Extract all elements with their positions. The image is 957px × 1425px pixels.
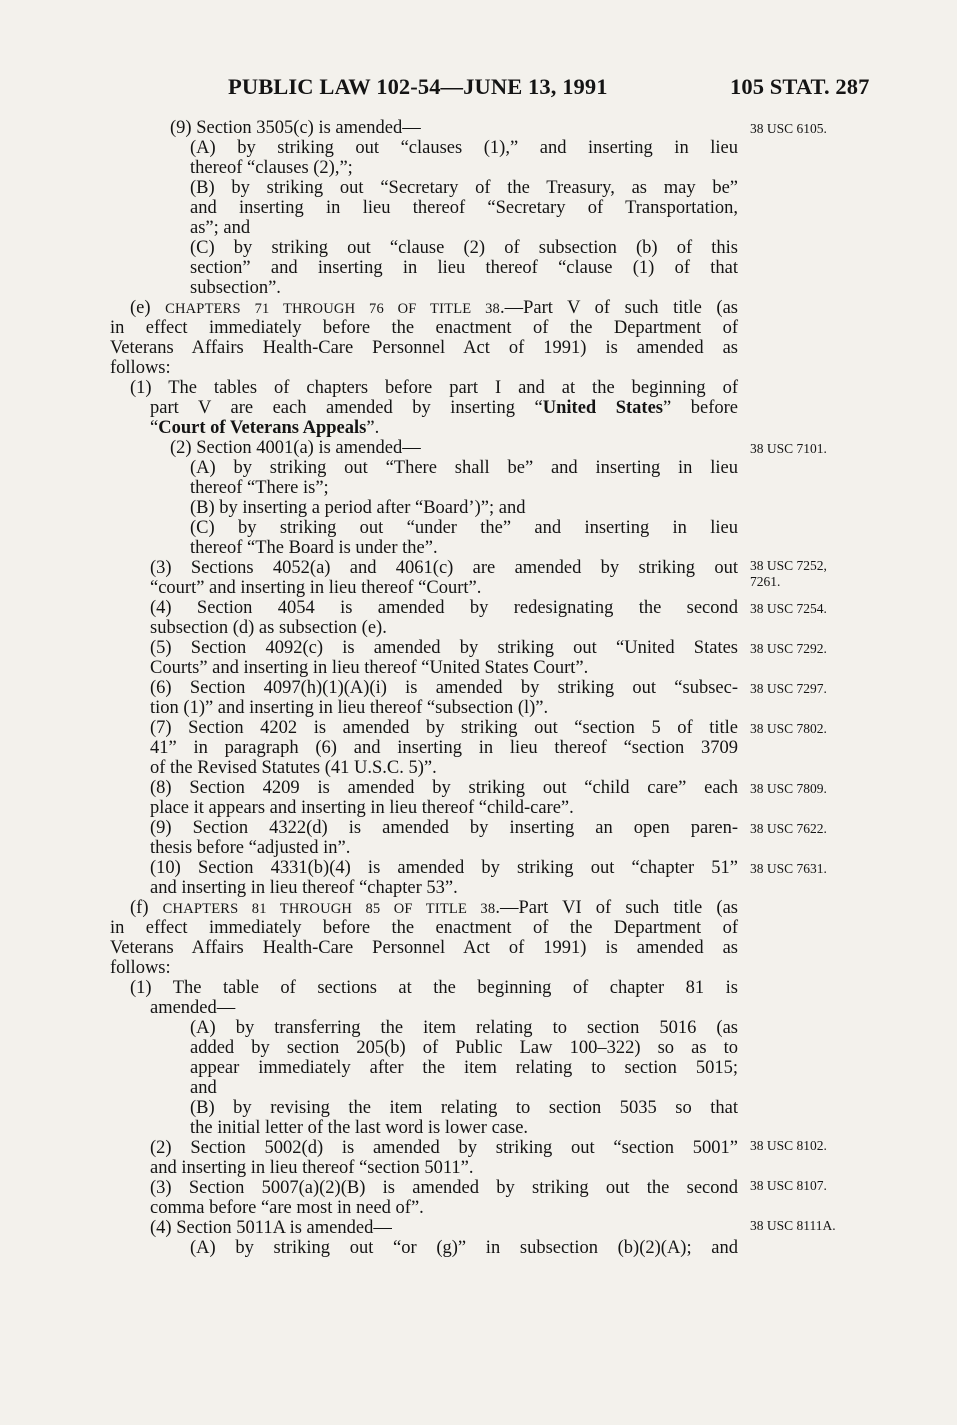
- running-head-left: PUBLIC LAW 102-54—JUNE 13, 1991: [228, 74, 608, 99]
- text-line: (1) The tables of chapters before part I and at the beginning of: [130, 378, 738, 398]
- text-run: .—Part VI of such title (as: [495, 898, 738, 918]
- margin-citation: 38 USC 7631.: [750, 861, 827, 876]
- text-line: (C) by striking out “clause (2) of subsection (b) of this: [190, 238, 738, 258]
- text-line: (B) by revising the item relating to section 5035 so that: [190, 1098, 738, 1118]
- text-line: and: [190, 1078, 217, 1098]
- text-line: amended—: [150, 998, 236, 1018]
- margin-citation: 38 USC 8111A.: [750, 1218, 836, 1233]
- text-line: thesis before “adjusted in”.: [150, 838, 351, 858]
- text-run: (f): [130, 898, 163, 918]
- text-line: [130, 898, 738, 918]
- text-line: subsection (d) as subsection (e).: [150, 618, 387, 638]
- text-run: ”.: [366, 418, 380, 438]
- margin-citation: 38 USC 7802.: [750, 721, 827, 736]
- text-line: (3) Section 5007(a)(2)(B) is amended by striking out the second: [150, 1178, 738, 1198]
- text-line: 41” in paragraph (6) and inserting in lieu thereof “section 3709: [150, 738, 738, 758]
- text-line: section” and inserting in lieu thereof “clause (1) of that: [190, 258, 738, 278]
- text-line: in effect immediately before the enactment of the Department of: [110, 918, 738, 938]
- text-line: of the Revised Statutes (41 U.S.C. 5)”.: [150, 758, 437, 778]
- margin-citation: 38 USC 7292.: [750, 641, 827, 656]
- margin-citation: 38 USC 7809.: [750, 781, 827, 796]
- text-line: (2) Section 4001(a) is amended—: [170, 438, 421, 458]
- text-line: “court” and inserting in lieu thereof “Court”.: [150, 578, 482, 598]
- text-line: and inserting in lieu thereof “chapter 53”.: [150, 878, 458, 898]
- text-line: (3) Sections 4052(a) and 4061(c) are amended by striking out: [150, 558, 738, 578]
- text-line: (A) by striking out “There shall be” and inserting in lieu: [190, 458, 738, 478]
- text-line: [150, 398, 738, 418]
- margin-citation: 38 USC 7252, 7261.: [750, 558, 827, 589]
- margin-citation: 38 USC 8102.: [750, 1138, 827, 1153]
- text-line: thereof “The Board is under the”.: [190, 538, 438, 558]
- text-line: follows:: [110, 958, 171, 978]
- margin-citation: 38 USC 7297.: [750, 681, 827, 696]
- section-caption: CHAPTERS 81 THROUGH 85 OF TITLE 38: [162, 901, 496, 917]
- bold-term: United States: [542, 398, 664, 418]
- text-line: (B) by striking out “Secretary of the Treasury, as may be”: [190, 178, 738, 198]
- margin-citation: 38 USC 7101.: [750, 441, 827, 456]
- text-line: (8) Section 4209 is amended by striking out “child care” each: [150, 778, 738, 798]
- text-line: thereof “There is”;: [190, 478, 329, 498]
- page-number-stat: 105 STAT. 287: [730, 74, 870, 99]
- text-line: follows:: [110, 358, 171, 378]
- margin-citation: 38 USC 7254.: [750, 601, 827, 616]
- text-line: (A) by transferring the item relating to section 5016 (as: [190, 1018, 738, 1038]
- text-line: (A) by striking out “clauses (1),” and inserting in lieu: [190, 138, 738, 158]
- text-line: [130, 298, 738, 318]
- text-line: tion (1)” and inserting in lieu thereof “subsection (l)”.: [150, 698, 549, 718]
- text-run: .—Part V of such title (as: [499, 298, 738, 318]
- text-line: [150, 418, 379, 438]
- text-line: (B) by inserting a period after “Board’)”; and: [190, 498, 526, 518]
- text-line: (C) by striking out “under the” and inserting in lieu: [190, 518, 738, 538]
- text-line: (7) Section 4202 is amended by striking out “section 5 of title: [150, 718, 738, 738]
- text-line: (A) by striking out “or (g)” in subsection (b)(2)(A); and: [190, 1238, 738, 1258]
- text-line: (9) Section 3505(c) is amended—: [170, 118, 421, 138]
- section-caption: CHAPTERS 71 THROUGH 76 OF TITLE 38: [165, 301, 500, 317]
- text-run: “: [150, 418, 159, 438]
- text-line: and inserting in lieu thereof “Secretary of Transportation,: [190, 198, 738, 218]
- text-line: (6) Section 4097(h)(1)(A)(i) is amended by striking out “subsec-: [150, 678, 738, 698]
- text-line: thereof “clauses (2),”;: [190, 158, 353, 178]
- text-line: (10) Section 4331(b)(4) is amended by striking out “chapter 51”: [150, 858, 738, 878]
- text-line: added by section 205(b) of Public Law 100–322) so as to: [190, 1038, 738, 1058]
- text-line: and inserting in lieu thereof “section 5011”.: [150, 1158, 474, 1178]
- text-line: (4) Section 5011A is amended—: [150, 1218, 392, 1238]
- margin-citation: 38 USC 6105.: [750, 121, 827, 136]
- text-run: ” before: [663, 398, 738, 418]
- text-line: (9) Section 4322(d) is amended by inserting an open paren-: [150, 818, 738, 838]
- text-line: the initial letter of the last word is lower case.: [190, 1118, 529, 1138]
- bold-term: Court of Veterans Appeals: [158, 418, 367, 438]
- text-line: (4) Section 4054 is amended by redesignating the second: [150, 598, 738, 618]
- text-line: Courts” and inserting in lieu thereof “United States Court”.: [150, 658, 589, 678]
- text-line: comma before “are most in need of”.: [150, 1198, 424, 1218]
- margin-citation: 38 USC 7622.: [750, 821, 827, 836]
- text-line: Veterans Affairs Health-Care Personnel Act of 1991) is amended as: [110, 338, 738, 358]
- text-line: (5) Section 4092(c) is amended by striking out “United States: [150, 638, 738, 658]
- margin-citation: 38 USC 8107.: [750, 1178, 827, 1193]
- text-line: in effect immediately before the enactment of the Department of: [110, 318, 738, 338]
- text-line: (2) Section 5002(d) is amended by striking out “section 5001”: [150, 1138, 738, 1158]
- text-line: place it appears and inserting in lieu thereof “child-care”.: [150, 798, 574, 818]
- text-run: part V are each amended by inserting “: [150, 398, 543, 418]
- text-run: (e): [130, 298, 166, 318]
- text-line: subsection”.: [190, 278, 281, 298]
- text-line: Veterans Affairs Health-Care Personnel Act of 1991) is amended as: [110, 938, 738, 958]
- text-line: appear immediately after the item relating to section 5015;: [190, 1058, 738, 1078]
- text-line: as”; and: [190, 218, 251, 238]
- text-line: (1) The table of sections at the beginning of chapter 81 is: [130, 978, 738, 998]
